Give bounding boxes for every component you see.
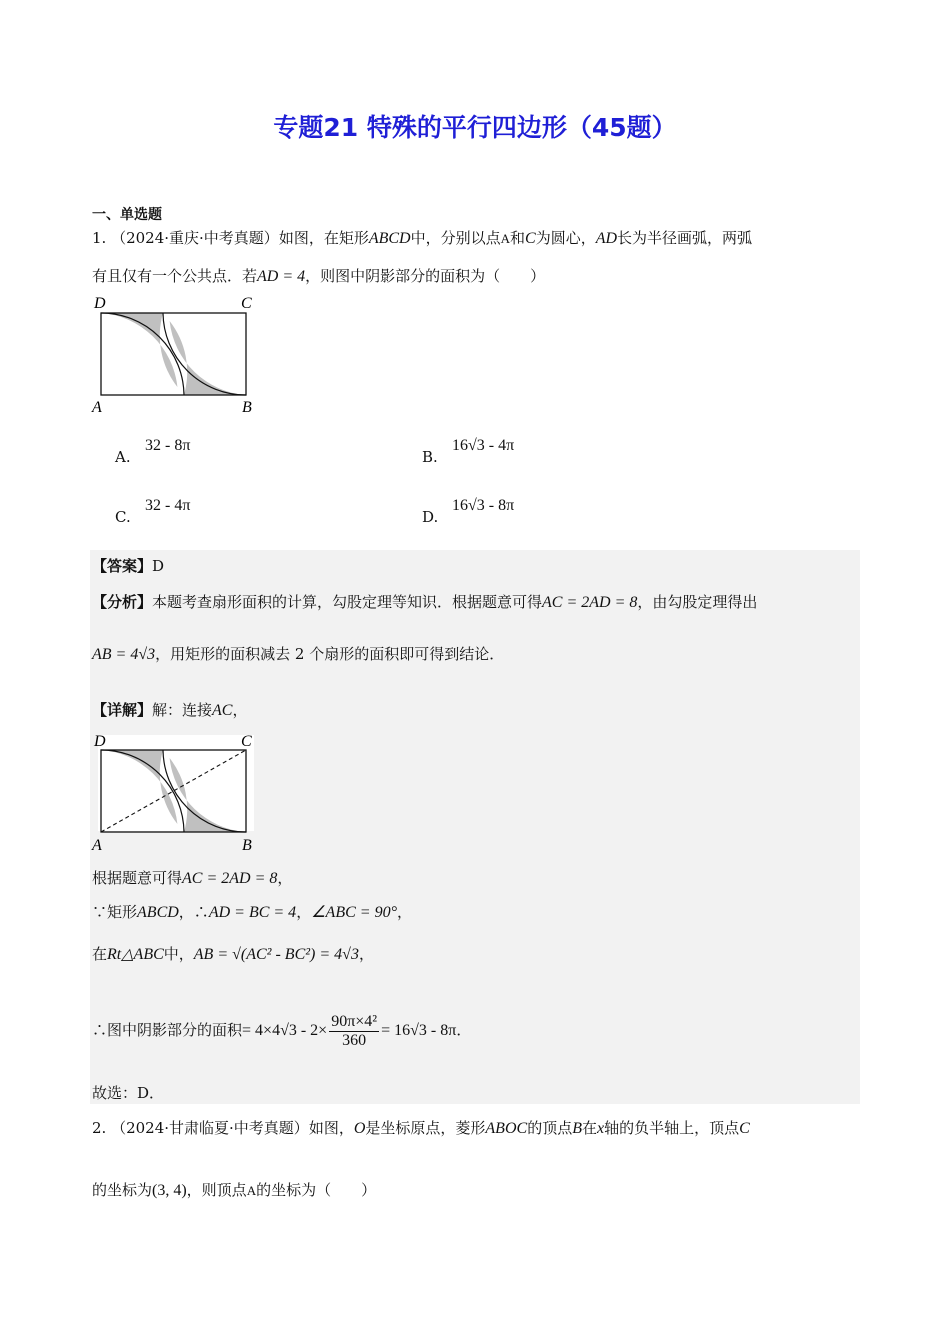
q2-text: 轴的负半轴上，顶点 [604, 1119, 740, 1137]
q2-origin: O [353, 1120, 366, 1137]
step-text: ∴图中阴影部分的面积 [92, 1021, 243, 1039]
fig1-label-d: D [94, 295, 106, 312]
q1-detail-figure [90, 731, 260, 855]
option-c-key: C. [115, 508, 131, 526]
shaded-regions [101, 313, 246, 395]
q1-text: 和 [510, 229, 526, 247]
q1-point-a: A [500, 231, 511, 246]
step4-line [92, 1010, 471, 1051]
q2-line1 [92, 1118, 750, 1139]
q1-text: 长为半径画弧，两弧 [617, 229, 753, 247]
analysis-math: AB = 4√3 [92, 646, 156, 663]
analysis-line2 [92, 644, 504, 665]
answer-tag: 【答案】 [92, 557, 153, 575]
fig1-label-a: A [92, 399, 102, 416]
fraction-numerator: 90π×4² [331, 1012, 378, 1030]
fig2-label-c: C [241, 733, 252, 750]
fig1-label-c: C [241, 295, 252, 312]
analysis-math: AC = 2AD = 8 [542, 594, 638, 611]
q2-coordinate: (3, 4) [152, 1182, 187, 1199]
analysis-text: ，由勾股定理得出 [637, 593, 758, 611]
detail-text: 解：连接 [152, 701, 213, 719]
step-math: ABCD [137, 904, 179, 921]
step-math: = 16√3 - 8π [381, 1022, 457, 1039]
fraction [329, 1013, 379, 1050]
step-math: AB = √(AC² - BC²) = 4√3 [193, 946, 359, 963]
fig2-label-a: A [92, 837, 102, 854]
option-c[interactable] [115, 508, 131, 526]
step-text: 根据题意可得 [92, 869, 183, 887]
step-math: = 4×4√3 - 2× [242, 1022, 328, 1039]
q2-source: （2024·甘肃临夏·中考真题） [111, 1119, 309, 1137]
page-title: 专题21 特殊的平行四边形（45题） [273, 113, 677, 142]
q1-number: 1. [92, 229, 107, 247]
step-text: ，∴ [178, 903, 209, 921]
option-d[interactable] [422, 508, 438, 526]
analysis-line1 [92, 592, 757, 613]
q1-ad: AD [595, 230, 618, 247]
detail-text: ， [232, 701, 248, 719]
option-b-key: B. [422, 448, 438, 466]
fraction-denominator: 360 [342, 1031, 367, 1049]
step-math: Rt△ABC [107, 946, 164, 963]
q1-ad-eq: AD = 4 [257, 268, 306, 285]
q1-line2 [92, 266, 545, 287]
step-text: ， [277, 869, 293, 887]
section-heading: 一、单选题 [92, 207, 162, 223]
step-text: ∵矩形 [92, 903, 138, 921]
detail-line1 [92, 700, 248, 721]
step-math: AC = 2AD = 8 [182, 870, 278, 887]
answer-line [92, 556, 164, 576]
step-text: ， [296, 903, 312, 921]
q1-rect: ABCD [368, 230, 411, 247]
detail-math: AC [212, 702, 233, 719]
q2-rhombus: ABOC [485, 1120, 528, 1137]
option-a[interactable] [115, 448, 131, 466]
step-math: AD = BC = 4 [208, 904, 297, 921]
q1-text: ，则图中阴影部分的面积为（ ） [305, 267, 546, 285]
fig1-label-b: B [242, 399, 252, 416]
answer-value: D [152, 557, 165, 575]
q2-x-axis: x [597, 1120, 605, 1137]
q2-text: 的坐标为（ ） [256, 1181, 377, 1199]
step-text: 中， [163, 945, 194, 963]
fig2-label-b: B [242, 837, 252, 854]
q2-text: 的坐标为 [92, 1181, 153, 1199]
q1-text: 中，分别以点 [410, 229, 501, 247]
option-b-value: 16√3 - 4π [452, 437, 515, 454]
q2-text: 在 [581, 1119, 597, 1137]
step-text: ， [396, 903, 412, 921]
q2-text: 的顶点 [527, 1119, 573, 1137]
q1-point-c: C [525, 230, 536, 247]
step-math: ∠ABC = 90° [311, 904, 397, 921]
analysis-text: ，用矩形的面积减去 2 个扇形的面积即可得到结论． [155, 645, 505, 663]
step-text: ． [456, 1021, 472, 1039]
q1-text: 为圆心， [535, 229, 596, 247]
fig2-label-d: D [94, 733, 106, 750]
q1-source: （2024·重庆·中考真题） [111, 229, 279, 247]
q2-line2 [92, 1180, 376, 1201]
step1-line [92, 868, 292, 889]
step2-line [92, 902, 412, 923]
option-c-value: 32 - 4π [145, 497, 191, 514]
option-a-key: A. [115, 448, 131, 466]
option-d-value: 16√3 - 8π [452, 497, 515, 514]
q1-text: 如图，在矩形 [278, 229, 369, 247]
option-b[interactable] [422, 448, 438, 466]
q1-line1 [92, 228, 752, 249]
final-line: 故选：D． [92, 1084, 165, 1102]
option-d-key: D. [422, 508, 439, 526]
q1-text: 有且仅有一个公共点．若 [92, 267, 258, 285]
q2-point-b: B [572, 1120, 582, 1137]
q2-text: 如图， [308, 1119, 354, 1137]
option-a-value: 32 - 8π [145, 437, 191, 454]
analysis-text: 本题考查扇形面积的计算，勾股定理等知识．根据题意可得 [152, 593, 543, 611]
detail-tag: 【详解】 [92, 701, 153, 719]
q1-figure [90, 294, 260, 416]
analysis-tag: 【分析】 [92, 593, 153, 611]
q2-text: 是坐标原点，菱形 [365, 1119, 486, 1137]
step-text: ， [358, 945, 374, 963]
q2-text: ，则顶点 [186, 1181, 247, 1199]
step-text: 在 [92, 945, 108, 963]
step3-line [92, 944, 374, 965]
q2-number: 2. [92, 1119, 107, 1137]
q2-point-c: C [739, 1120, 750, 1137]
q2-point-a: A [246, 1183, 257, 1198]
